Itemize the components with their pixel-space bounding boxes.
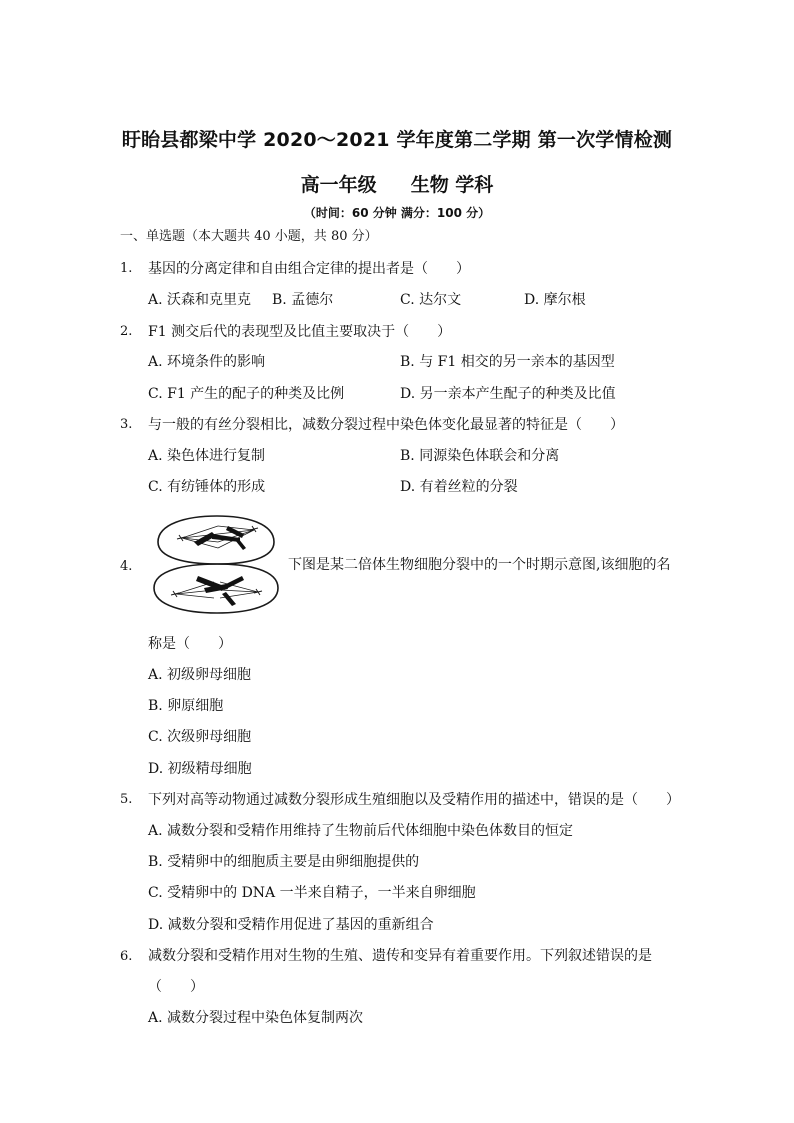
option-b: B. 卵原细胞	[148, 698, 224, 714]
question-number: 4.	[120, 559, 133, 574]
section-title: 一、单选题（本大题共 40 小题，共 80 分）	[120, 229, 378, 244]
question-stem: 下列对高等动物通过减数分裂形成生殖细胞以及受精作用的描述中，错误的是（ ）	[148, 792, 680, 808]
question-number: 2.	[120, 324, 133, 339]
question-stem: F1 测交后代的表现型及比值主要取决于（ ）	[148, 324, 452, 340]
cell-division-diagram	[146, 512, 288, 616]
option-c: C. 次级卵母细胞	[148, 729, 252, 745]
option-b: B. 同源染色体联会和分离	[400, 448, 560, 464]
option-a: A. 初级卵母细胞	[148, 667, 252, 683]
option-d: D. 另一亲本产生配子的种类及比值	[400, 386, 616, 402]
option-d: D. 减数分裂和受精作用促进了基因的重新组合	[148, 917, 434, 933]
question-number: 1.	[120, 261, 133, 276]
option-c: C. 有纺锤体的形成	[148, 479, 266, 495]
option-c: C. F1 产生的配子的种类及比例	[148, 386, 345, 402]
grade-label: 高一年级	[300, 174, 377, 196]
question-number: 5.	[120, 792, 133, 807]
option-d: D. 摩尔根	[524, 292, 586, 308]
question-stem: 与一般的有丝分裂相比，减数分裂过程中染色体变化最显著的特征是（ ）	[148, 417, 624, 433]
option-d: D. 有着丝粒的分裂	[400, 479, 518, 495]
option-a: A. 减数分裂和受精作用维持了生物前后代体细胞中染色体数目的恒定	[148, 823, 574, 839]
exam-title: 盱眙县都梁中学 2020～2021 学年度第二学期 第一次学情检测	[121, 129, 673, 151]
option-a: A. 环境条件的影响	[148, 354, 266, 370]
question-stem-continued: （ ）	[148, 979, 204, 995]
question-stem: 下图是某二倍体生物细胞分裂中的一个时期示意图,该细胞的名	[288, 557, 671, 573]
question-stem: 减数分裂和受精作用对生物的生殖、遗传和变异有着重要作用。下列叙述错误的是	[148, 948, 652, 964]
question-stem-continued: 称是（ ）	[148, 636, 232, 652]
option-d: D. 初级精母细胞	[148, 761, 252, 777]
option-b: B. 与 F1 相交的另一亲本的基因型	[400, 354, 615, 370]
option-a: A. 沃森和克里克	[148, 292, 252, 308]
question-stem: 基因的分离定律和自由组合定律的提出者是（ ）	[148, 261, 470, 277]
question-number: 6.	[120, 949, 133, 964]
option-c: C. 达尔文	[400, 292, 462, 308]
option-a: A. 染色体进行复制	[148, 448, 266, 464]
option-b: B. 受精卵中的细胞质主要是由卵细胞提供的	[148, 854, 420, 870]
option-a: A. 减数分裂过程中染色体复制两次	[148, 1010, 364, 1026]
subject-label: 生物 学科	[410, 174, 494, 196]
option-b: B. 孟德尔	[272, 292, 334, 308]
exam-info: （时间：60 分钟 满分：100 分）	[303, 206, 491, 220]
question-number: 3.	[120, 417, 133, 432]
grade-subject-line	[0, 170, 794, 197]
option-c: C. 受精卵中的 DNA 一半来自精子，一半来自卵细胞	[148, 885, 476, 901]
